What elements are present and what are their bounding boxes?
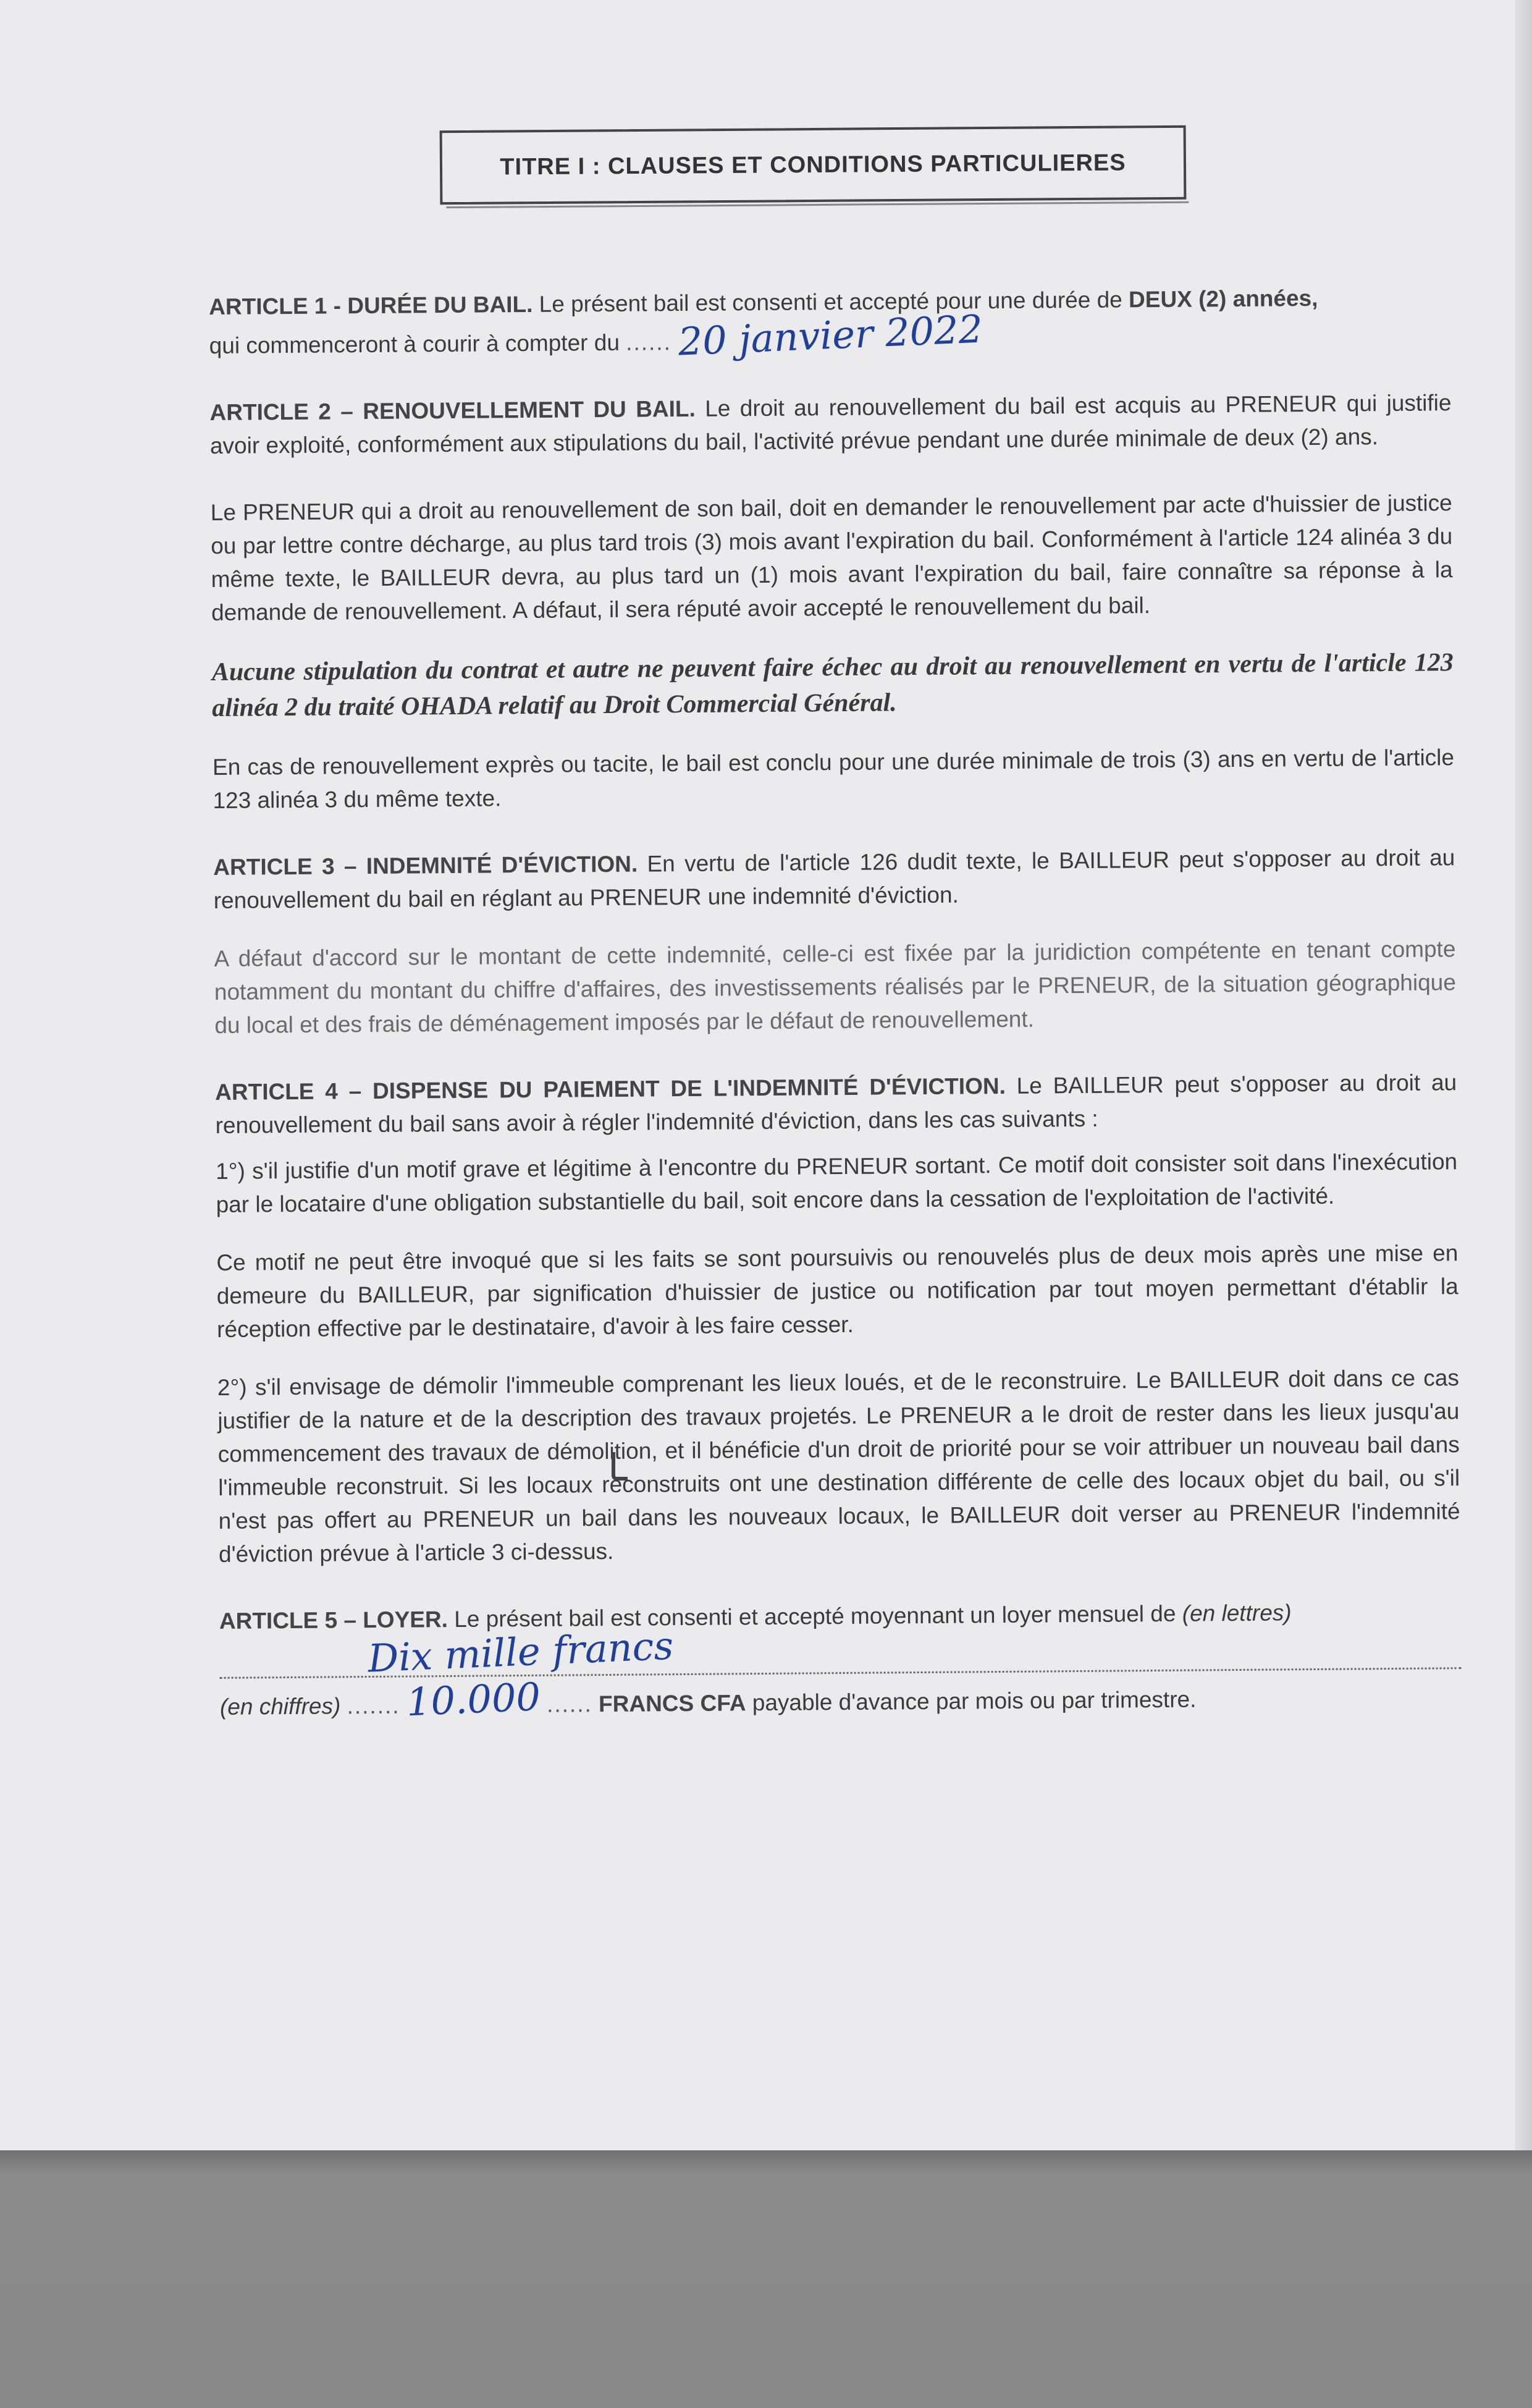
article-4-para-3: Ce motif ne peut être invoqué que si les faits se sont poursuivis ou renouvelés plus de deux mois après une mise en demeure du BAILLEUR, par signification d'huissier de justice ou notification par tout moyen permettant d'établir la réception effective par le destinataire, d'avoir à les faire cesser.: [216, 1240, 1458, 1342]
article-4-para-2: 1°) s'il justifie d'un motif grave et légitime à l'encontre du PRENEUR sortant. Ce motif doit consister soit dans l'inexécution par le locataire d'une obligation substantielle du bail, soit encore dans la cessation de l'exploitation de l'activité.: [216, 1149, 1458, 1217]
article-5-heading: ARTICLE 5 – LOYER.: [219, 1607, 448, 1634]
article-3-text-1: En vertu de l'article 126 dudit texte, le BAILLEUR peut s'opposer au droit au renouvellement du bail en réglant au PRENEUR une indemnité d'éviction.: [213, 845, 1455, 913]
article-2-text-1: Le droit au renouvellement du bail est acquis au PRENEUR qui justifie avoir exploité, conformément aux stipulations du bail, l'activité prévue pendant une durée minimale de deux (2) ans.: [209, 390, 1452, 458]
article-1-dots: ......: [626, 329, 672, 355]
pen-mark: [612, 1452, 628, 1481]
article-4-text-1: Le BAILLEUR peut s'opposer au droit au renouvellement du bail sans avoir à régler l'indemnité d'éviction, dans les cas suivants :: [215, 1070, 1457, 1138]
amount-words-handwritten: Dix mille francs: [366, 1623, 675, 1681]
article-1-heading: ARTICLE 1 - DURÉE DU BAIL.: [209, 291, 533, 319]
digits-dots-before: .......: [347, 1692, 400, 1719]
article-4-para-1: [215, 1066, 1457, 1143]
article-3-para-2: A défaut d'accord sur le montant de cette indemnité, celle-ci est fixée par la juridiction compétente en tenant compte notamment du montant du chiffre d'affaires, des investissements réalisés par le PRENEUR, de la situation géographique du local et des frais de déménagement imposés par le défaut de renouvellement.: [214, 936, 1457, 1038]
amount-digits-line: [220, 1675, 1462, 1724]
article-1-start-text: qui commenceront à courir à compter du: [209, 329, 620, 358]
en-chiffres-label: (en chiffres): [219, 1693, 341, 1720]
article-2-para-4: En cas de renouvellement exprès ou tacite, le bail est conclu pour une durée minimale de trois (3) ans en vertu de l'article 123 alinéa 3 du même texte.: [212, 745, 1455, 813]
article-2-heading: ARTICLE 2 – RENOUVELLEMENT DU BAIL.: [209, 395, 696, 425]
document-body: [209, 281, 1462, 1724]
article-5-text: Le présent bail est consenti et accepté moyennant un loyer mensuel de: [454, 1600, 1176, 1632]
en-lettres-label: (en lettres): [1182, 1600, 1292, 1626]
article-2-para-1: [209, 386, 1452, 463]
article-4-para-4: 2°) s'il envisage de démolir l'immeuble comprenant les lieux loués, et de le reconstruire. Le BAILLEUR doit dans ce cas justifier de la nature et de la description des travaux projetés. Le PRENEUR a le droit de rester dans les lieux jusqu'au commencement des travaux de démolition, et il bénéficie d'un droit de priorité pour se voir attribuer un nouveau bail dans l'immeuble reconstruit. Si les locaux reconstruits ont une destination différente de celle des locaux objet du bail, ou s'il n'est pas offert au PRENEUR un bail dans les nouveaux locaux, le BAILLEUR doit verser au PRENEUR l'indemnité d'éviction prévue à l'article 3 ci-dessus.: [217, 1365, 1460, 1567]
start-date-handwritten: 20 janvier 2022: [676, 306, 983, 365]
article-2-para-2: Le PRENEUR qui a droit au renouvellement de son bail, doit en demander le renouvellement par acte d'huissier de justice ou par lettre contre décharge, au plus tard trois (3) mois avant l'expiration du bail. Conformément à l'article 124 alinéa 3 du même texte, le BAILLEUR devra, au plus tard un (1) mois avant l'expiration du bail, faire connaître sa réponse à la demande de renouvellement. A défaut, il sera réputé avoir accepté le renouvellement du bail.: [210, 490, 1453, 625]
amount-words-line: [219, 1623, 1461, 1681]
payment-text: payable d'avance par mois ou par trimestre.: [752, 1686, 1197, 1716]
page-edge: [1515, 0, 1532, 2150]
article-1-duration: DEUX (2) années,: [1128, 285, 1318, 313]
article-3-heading: ARTICLE 3 – INDEMNITÉ D'ÉVICTION.: [213, 851, 638, 880]
article-1-text: Le présent bail est consenti et accepté pour une durée de: [539, 287, 1122, 317]
page-title: TITRE I : CLAUSES ET CONDITIONS PARTICULIERES: [500, 149, 1126, 180]
scanner-background: [0, 2150, 1532, 2408]
amount-digits-handwritten: 10.000: [405, 1674, 542, 1725]
currency-label: FRANCS CFA: [598, 1690, 746, 1717]
digits-dots-after: ......: [546, 1691, 592, 1717]
article-3-para-1: [213, 841, 1455, 918]
article-2-italic-clause: Aucune stipulation du contrat et autre ne peuvent faire échec au droit au renouvellement en vertu de l'article 123 alinéa 2 du traité OHADA relatif au Droit Commercial Général.: [211, 648, 1454, 722]
article-4-heading: ARTICLE 4 – DISPENSE DU PAIEMENT DE L'INDEMNITÉ D'ÉVICTION.: [215, 1073, 1006, 1105]
title-box: [440, 125, 1187, 205]
